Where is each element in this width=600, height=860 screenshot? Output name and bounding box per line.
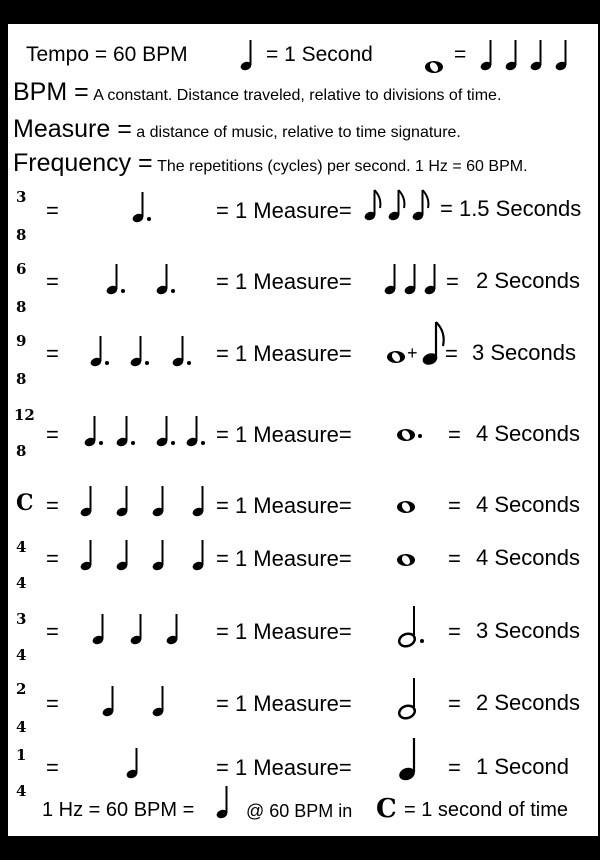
one-measure-label: = 1 Measure= bbox=[216, 198, 352, 223]
time-signature-top: 3 bbox=[16, 610, 27, 628]
seconds-label: 2 Seconds bbox=[476, 268, 580, 293]
quarter-note-icon bbox=[505, 38, 521, 72]
definition-frequency bbox=[13, 151, 528, 176]
footer-hz-text: 1 Hz = 60 BPM = bbox=[42, 799, 195, 821]
equals-sign: = bbox=[46, 269, 59, 294]
half-note-icon bbox=[398, 676, 422, 720]
equals-sign: = bbox=[448, 691, 461, 716]
equals-sign: = bbox=[46, 691, 59, 716]
time-signature-top: 1 bbox=[16, 746, 27, 764]
definition-term: Measure = bbox=[13, 115, 132, 143]
quarter-note-icon bbox=[152, 538, 168, 572]
time-signature-bottom: 8 bbox=[16, 226, 27, 244]
definition-term: Frequency = bbox=[13, 149, 153, 177]
one-measure-label: = 1 Measure= bbox=[216, 691, 352, 716]
quarter-equals-label: = 1 Second bbox=[266, 43, 373, 66]
equals-sign: = bbox=[446, 269, 459, 294]
quarter-note-icon bbox=[116, 538, 132, 572]
equals-sign: = bbox=[445, 341, 458, 366]
equals-sign: = bbox=[46, 755, 59, 780]
seconds-label: 4 Seconds bbox=[476, 492, 580, 517]
eighth-note-icon bbox=[422, 320, 446, 366]
quarter-note-icon bbox=[404, 262, 420, 296]
time-signature-bottom: 8 bbox=[16, 370, 27, 388]
quarter-note-icon bbox=[384, 262, 400, 296]
time-signature-top: 9 bbox=[16, 332, 27, 350]
seconds-label: 1 Second bbox=[476, 754, 569, 779]
quarter-note-icon bbox=[80, 538, 96, 572]
whole-equals-label: = bbox=[454, 43, 467, 66]
quarter-note-icon bbox=[240, 38, 256, 72]
one-measure-label: = 1 Measure= bbox=[216, 755, 352, 780]
time-signature-bottom: 4 bbox=[16, 718, 27, 736]
seconds-label: 3 Seconds bbox=[472, 340, 576, 365]
quarter-note-icon bbox=[166, 612, 182, 646]
quarter-note-icon bbox=[126, 746, 142, 780]
music-sheet bbox=[8, 24, 598, 836]
equals-sign: = bbox=[46, 493, 59, 518]
quarter-note-icon bbox=[480, 38, 496, 72]
definition-measure bbox=[13, 117, 461, 142]
time-signature-top: 4 bbox=[16, 538, 27, 556]
seconds-label: 4 Seconds bbox=[476, 421, 580, 446]
time-signature-top: 3 bbox=[16, 188, 27, 206]
whole-note-icon bbox=[396, 553, 416, 567]
equals-sign: = bbox=[448, 422, 461, 447]
one-measure-label: = 1 Measure= bbox=[216, 341, 352, 366]
dotted-quarter-note-icon bbox=[130, 334, 152, 368]
time-signature-bottom: 8 bbox=[16, 298, 27, 316]
eighth-note-icon bbox=[388, 188, 408, 222]
definition-term: BPM = bbox=[13, 78, 89, 106]
dotted-quarter-note-icon bbox=[90, 334, 112, 368]
time-signature-bottom: 4 bbox=[16, 574, 27, 592]
dotted-quarter-note-icon bbox=[116, 414, 138, 448]
common-time-symbol: C bbox=[16, 490, 34, 516]
equals-sign: = bbox=[46, 546, 59, 571]
equals-sign: = bbox=[448, 619, 461, 644]
definition-text: a distance of music, relative to time signature. bbox=[136, 124, 461, 141]
seconds-label: = 1.5 Seconds bbox=[440, 196, 582, 221]
time-signature-top: 6 bbox=[16, 260, 27, 278]
quarter-note-icon bbox=[192, 484, 208, 518]
quarter-note-icon bbox=[424, 262, 440, 296]
footer-mid-text: @ 60 BPM in bbox=[246, 801, 353, 821]
time-signature-top: 12 bbox=[14, 406, 35, 424]
tempo-label: Tempo = 60 BPM bbox=[26, 43, 188, 66]
one-measure-label: = 1 Measure= bbox=[216, 269, 352, 294]
definition-bpm bbox=[13, 80, 501, 105]
dotted-quarter-note-icon bbox=[156, 414, 178, 448]
dotted-quarter-note-icon bbox=[132, 190, 154, 224]
dotted-quarter-note-icon bbox=[186, 414, 208, 448]
footer-end-text: = 1 second of time bbox=[404, 799, 568, 821]
equals-sign: = bbox=[46, 341, 59, 366]
equals-sign: = bbox=[46, 198, 59, 223]
whole-note-icon bbox=[424, 60, 444, 74]
equals-sign: = bbox=[46, 619, 59, 644]
quarter-note-icon bbox=[530, 38, 546, 72]
dotted-quarter-note-icon bbox=[106, 262, 128, 296]
whole-note-icon bbox=[396, 500, 416, 514]
dotted-whole-note-icon bbox=[396, 428, 424, 442]
seconds-label: 3 Seconds bbox=[476, 618, 580, 643]
dotted-quarter-note-icon bbox=[172, 334, 194, 368]
quarter-note-icon bbox=[152, 684, 168, 718]
one-measure-label: = 1 Measure= bbox=[216, 493, 352, 518]
time-signature-top: 2 bbox=[16, 680, 27, 698]
quarter-note-icon bbox=[555, 38, 571, 72]
quarter-note-icon bbox=[398, 736, 422, 782]
quarter-note-icon bbox=[92, 612, 108, 646]
time-signature-bottom: 4 bbox=[16, 782, 27, 800]
one-measure-label: = 1 Measure= bbox=[216, 546, 352, 571]
eighth-note-icon bbox=[412, 188, 432, 222]
quarter-note-icon bbox=[216, 784, 232, 820]
dotted-half-note-icon bbox=[398, 604, 428, 648]
quarter-note-icon bbox=[102, 684, 118, 718]
time-signature-bottom: 8 bbox=[16, 442, 27, 460]
common-time-symbol: C bbox=[376, 794, 397, 824]
quarter-note-icon bbox=[130, 612, 146, 646]
equals-sign: = bbox=[46, 422, 59, 447]
one-measure-label: = 1 Measure= bbox=[216, 422, 352, 447]
one-measure-label: = 1 Measure= bbox=[216, 619, 352, 644]
seconds-label: 4 Seconds bbox=[476, 545, 580, 570]
eighth-note-icon bbox=[364, 188, 384, 222]
equals-sign: = bbox=[448, 755, 461, 780]
definition-text: A constant. Distance traveled, relative to divisions of time. bbox=[93, 87, 502, 104]
quarter-note-icon bbox=[152, 484, 168, 518]
whole-note-icon bbox=[386, 350, 406, 364]
definition-text: The repetitions (cycles) per second. 1 Hz = 60 BPM. bbox=[157, 158, 528, 175]
quarter-note-icon bbox=[80, 484, 96, 518]
equals-sign: = bbox=[448, 493, 461, 518]
equals-sign: = bbox=[448, 546, 461, 571]
quarter-note-icon bbox=[116, 484, 132, 518]
time-signature-bottom: 4 bbox=[16, 646, 27, 664]
seconds-label: 2 Seconds bbox=[476, 690, 580, 715]
dotted-quarter-note-icon bbox=[84, 414, 106, 448]
plus-sign: + bbox=[407, 343, 418, 363]
quarter-note-icon bbox=[192, 538, 208, 572]
dotted-quarter-note-icon bbox=[156, 262, 178, 296]
